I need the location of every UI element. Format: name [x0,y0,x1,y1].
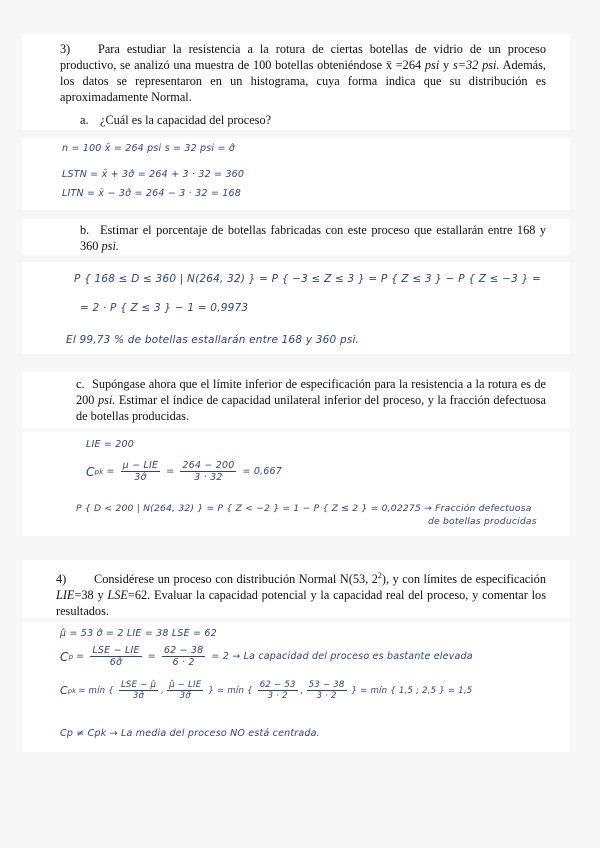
problem-4-statement: 4) Considérese un proceso con distribución Normal N(53, $2^2$), y con límites de especificación LIE=38 y LSE=62. Evaluar la capacidad potencial y la capacidad real del proceso, y comentar los resultados. [56,571,546,619]
fraction: $\frac{62 - 53}{3 \cdot 2}$ [259,680,296,701]
handwritten-3c-probability-cont: de botellas producidas [428,516,537,527]
fraction: $\frac{\text{LSE − LIE}}{6\sigmâ}$ [92,645,140,668]
question-3c: c. Supóngase ahora que el límite inferior de especificación para la resistencia a la rotura es de 200 psi. Estimar el índice de capacidad unilateral inferior del proceso, y la fracción defectuosa de botellas producidas. [76,377,547,423]
handwritten-3c-probability: P { D < 200 | N(264, 32) } = P { Z < −2 } = 1 − P { Z ≤ 2 } = 0,02275 → Fracción defectuosa [76,503,532,514]
handwritten-3b-conclusion: El 99,73 % de botellas estallarán entre 168 y 360 psi. [66,334,360,346]
handwritten-4-params: μ̂ = 53 σ̂ = 2 LIE = 38 LSE = 62 [60,628,217,639]
handwritten-3c-lie: LIE = 200 [86,439,135,450]
problem-3-statement: 3) Para estudiar la resistencia a la rotura de ciertas botellas de vidrio de un proceso productivo, se analizó una muestra de 100 botellas obteniéndose x̄ =264 psi y s=32 psi. Además, los datos se representaron en un histograma, cuya forma indica que su distribución es aproximadamente Normal. [60,42,546,104]
question-3a: a. ¿Cuál es la capacidad del proceso? [80,113,272,127]
handwritten-3a-line-2: LSTN = x̄ + 3σ̂ = 264 + 3 · 32 = 360 [62,169,245,180]
problem-number: 3) [60,42,71,56]
fraction: $\frac{\text{μ̂ − LIE}}{3\sigmâ}$ [169,680,202,701]
fraction: $\frac{\text{μ − LIE}}{3\sigmâ}$ [122,460,159,483]
fraction: $\frac{\text{LSE − μ̂}}{3\sigmâ}$ [120,680,157,701]
handwritten-4-cp: C p = $\frac{\text{LSE − LIE}}{6\sigmâ}$ = $\frac{62 - 38}{6 \cdot 2}$ = 2 → La capacidad del proceso es bastante elevada [60,645,473,668]
fraction: $\frac{62 - 38}{6 \cdot 2}$ [163,645,204,668]
fraction: $\frac{264 - 200}{3 \cdot 32}$ [182,460,235,483]
problem-number: 4) [56,572,67,587]
question-3b: b. Estimar el porcentaje de botellas fabricadas con este proceso que estallarán entre 168 y 360 psi. [80,223,546,253]
handwritten-3a-line-3: LITN = x̄ − 3σ̂ = 264 − 3 · 32 = 168 [62,188,241,199]
handwritten-4-cpk: C pk = mín { $\frac{\text{LSE − μ̂}}{3\sigmâ}$ , $\frac{\text{μ̂ − LIE}}{3\sigmâ}$ } = mín { $\frac{62 - 53}{3 \cdot 2}$ , $\frac{53 - 38}{3 \cdot 2}$ } = mín { 1,5 ; 2,5 } = 1,5 [60,680,473,701]
handwritten-3a-line-1: n = 100 x̄ = 264 psi s = 32 psi = σ̂ [62,143,236,154]
fraction: $\frac{53 - 38}{3 \cdot 2}$ [308,680,345,701]
handwritten-3c-cpk: C pk = $\frac{\text{μ − LIE}}{3\sigmâ}$ = $\frac{264 - 200}{3 \cdot 32}$ = 0,667 [86,460,283,483]
handwritten-3b-line-1: P { 168 ≤ D ≤ 360 | N(264, 32) } = P { −3 ≤ Z ≤ 3 } = P { Z ≤ 3 } − P { Z ≤ −3 } = [74,273,542,285]
handwritten-4-conclusion: Cp ≠ Cpk → La media del proceso NO está centrada. [60,728,320,739]
handwritten-3b-line-2: = 2 · P { Z ≤ 3 } − 1 = 0,9973 [80,302,249,314]
